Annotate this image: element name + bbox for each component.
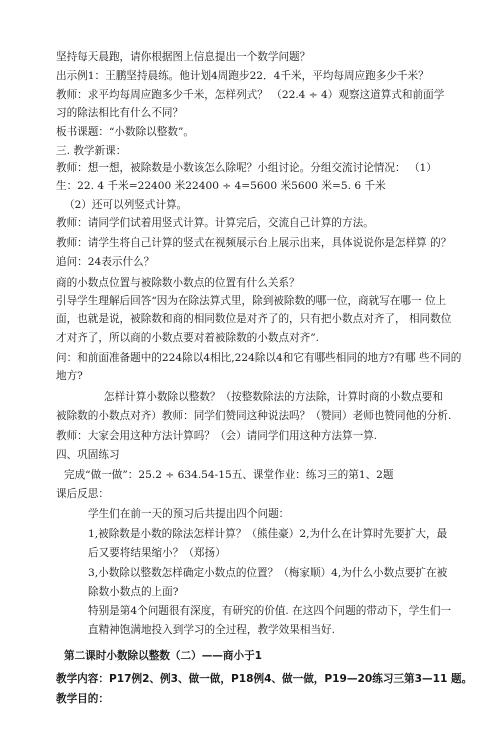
text-line: 生：22. 4 千米=22400 米22400 ÷ 4=5600 米5600 米=5. 6 千米 (56, 180, 386, 192)
text-line: 被除数的小数点对齐）教师：同学们赞同这种说法吗？（赞同）老师也赞同他的分析. (56, 410, 452, 422)
text-line: 教师：请学生将自己计算的竖式在视频展示台上展示出来，具体说说你是怎样算 的？ (56, 237, 452, 249)
text-line: 才对齐了，所以商的小数点要对着被除数的小数点对齐”. (56, 332, 320, 344)
teaching-objective: 教学目的： (56, 693, 109, 705)
section-heading: 四、巩固练习 (56, 449, 120, 461)
text-line: 完成“做一做”：25.2 ÷ 634.54-15五、课堂作业：练习三的第1、2题 (64, 469, 394, 481)
text-line: 面，也就是说，被除数和商的相同数位是对齐了的，只有把小数点对齐了， 相同数位 (56, 313, 452, 325)
text-line: 后又要将结果缩小？（郑扬） (88, 547, 226, 559)
text-line: 学生们在前一天的预习后共提出四个问题： (88, 508, 290, 520)
text-line: （2）还可以列竖式计算。 (64, 199, 188, 211)
text-line: 教师：求平均每周应跑多少千米，怎样列式？ （22.4 ÷ 4）观察这道算式和前面学 (56, 89, 445, 101)
text-line: 追问：24表示什么？ (56, 256, 155, 268)
text-line: 怎样计算小数除以整数？（按整数除法的方法除，计算时商的小数点要和 (104, 391, 443, 403)
text-line: 教师：大家会用这种方法计算吗？（会）请同学们用这种方法算一算. (56, 430, 378, 442)
text-line: 1,被除数是小数的除法怎样计算？（熊佳豪）2,为什么在计算时先要扩大，最 (88, 528, 448, 540)
text-line: 问：和前面准备题中的224除以4相比,224除以4和它有哪些相同的地方?有哪 些不同的 (56, 352, 462, 364)
section-heading: 三. 教学新课： (56, 145, 127, 157)
text-line: 除数小数点的上面? (88, 586, 179, 598)
text-line: 板书课题：“小数除以整数”。 (56, 126, 194, 138)
teaching-content: 教学内容：P17例2、例3、做一做，P18例4、做一做，P19—20练习三第3—11 题。 (56, 673, 473, 685)
text-line: 直精神饱满地投入到学习的全过程，教学效果相当好. (88, 624, 336, 636)
text-line: 坚持每天晨跑，请你根据图上信息提出一个数学问题？ (56, 51, 311, 63)
text-line: 特别是第4个问题很有深度，有研究的价值. 在这四个问题的带动下，学生们一 (88, 605, 452, 617)
text-line: 出示例1：王鹏坚持晨练。他计划4周跑步22．4千米，平均每周应跑多少千米？ (56, 70, 429, 82)
text-line: 习的除法相比有什么不同？ (56, 107, 184, 119)
lesson-title: 第二课时小数除以整数（二）——商小于1 (64, 650, 263, 662)
text-line: 教师：请同学们试着用竖式计算。计算完后，交流自己计算的方法。 (56, 217, 374, 229)
text-line: 商的小数点位置与被除数小数点的位置有什么关系？ (56, 277, 300, 289)
text-line: 教师：想一想，被除数是小数该怎么除呢？小组讨论。分组交流讨论情况： （1） (56, 162, 437, 174)
text-line: 地方? (56, 370, 83, 382)
text-line: 3,小数除以整数怎样确定小数点的位置？（梅家顺）4,为什么小数点要扩在被 (88, 567, 448, 579)
text-line: 课后反思： (56, 488, 109, 500)
text-line: 引导学生理解后回答“因为在除法算式里，除到被除数的哪一位，商就写在哪一 位上 (56, 295, 447, 307)
